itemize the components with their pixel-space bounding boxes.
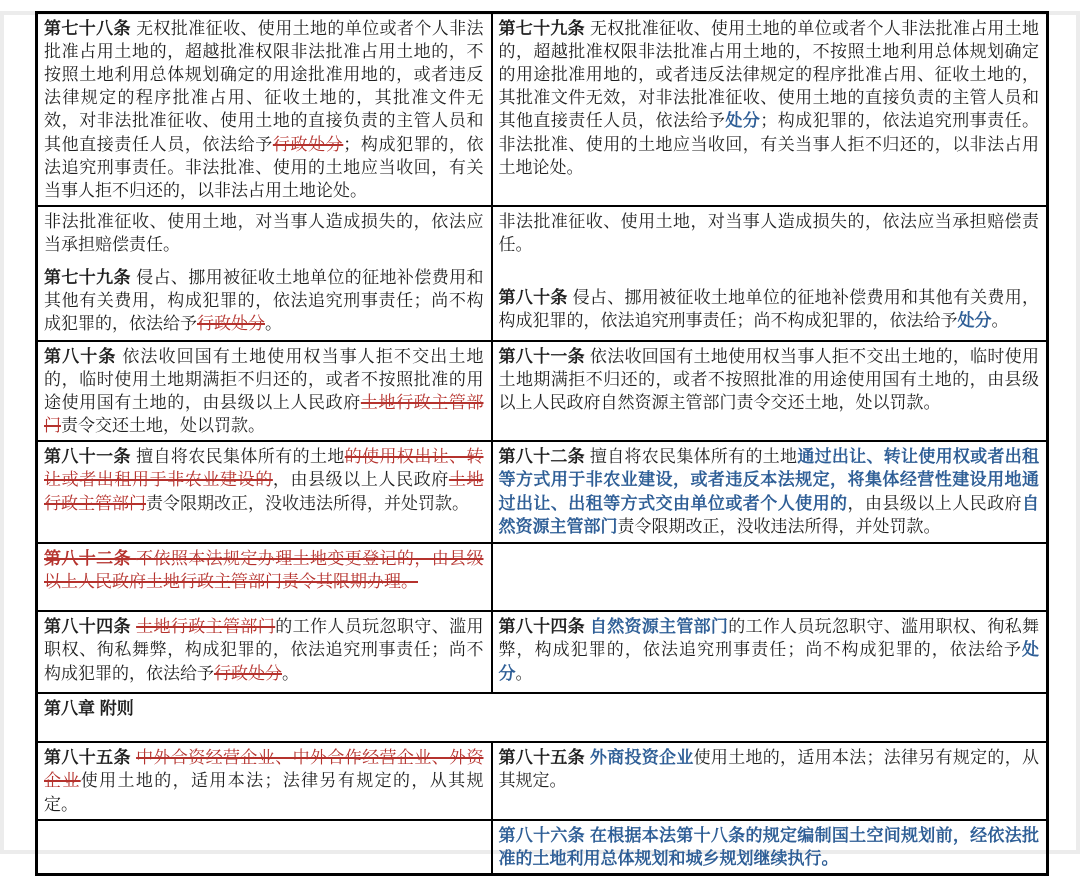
deleted-article-number: 第八十二条 [44, 549, 137, 569]
new-law-cell [492, 441, 1048, 543]
article-number: 第八十条 [498, 288, 573, 308]
old-law-cell [37, 543, 492, 611]
law-text: 使用土地的，适用本法；法律另有规定的，从其规定。 [498, 748, 1039, 791]
law-text: 侵占、挪用被征收土地单位的征地补偿费用和其他有关费用，构成犯罪的，依法追究刑事责任；尚不构成犯罪的，依法给予 [498, 288, 1039, 331]
added-text: 通过出让、转让使用权或者出租等方式用于非农业建设，或者违反本法规定，将集体经营性建设用地通过出让、出租等方式交由单位或者个人使用的 [498, 447, 1040, 513]
deleted-text: 不依照本法规定办理土地变更登记的，由县级以上人民政府土地行政主管部门责令其限期办理。 [44, 549, 484, 592]
chapter-heading: 第八章 附则 [44, 699, 134, 719]
table-row [37, 206, 1048, 341]
law-paragraph [44, 345, 484, 437]
deleted-text: 行政处分 [272, 134, 344, 154]
added-text: 处分 [957, 311, 992, 331]
new-law-cell [492, 742, 1048, 819]
added-text: 处分 [725, 111, 761, 131]
law-paragraph [499, 746, 1040, 792]
new-law-cell [492, 206, 1048, 341]
law-text: 擅自将农民集体所有的土地 [589, 447, 798, 467]
deleted-text: 中外合资经营企业、中外合作经营企业、外资企业 [44, 748, 484, 791]
document-page [0, 11, 1080, 868]
law-text: 无权批准征收、使用土地的单位或者个人非法批准占用土地的，超越批准权限非法批准占用土地的，不按照土地利用总体规划确定的用途批准用地的，或者违反法律规定的程序批准占用、征收土地的，其批准文件无效，对非法批准征收、使用土地的直接负责的主管人员和其他直接责任人员，依法给予 [498, 19, 1039, 131]
law-paragraph [499, 445, 1040, 537]
article-number: 第八十一条 [498, 346, 590, 366]
law-paragraph [499, 286, 1040, 332]
article-number: 第八十五条 [498, 748, 590, 768]
law-paragraph [499, 17, 1040, 179]
table-row [37, 341, 1048, 441]
law-text: ；构成犯罪的，依法追究刑事责任。非法批准、使用的土地应当收回，有关当事人拒不归还的，以非法占用土地论处。 [498, 111, 1040, 177]
deleted-text: 土地行政主管部门 [44, 393, 484, 436]
added-text: 自然资源主管部门 [498, 493, 1039, 536]
article-number: 第七十九条 [44, 268, 137, 288]
law-paragraph [44, 547, 484, 593]
old-law-cell [37, 13, 492, 206]
deleted-text: 土地行政主管部门 [44, 470, 484, 513]
law-paragraph [44, 210, 484, 256]
new-law-cell [492, 13, 1048, 206]
law-text: 。 [991, 311, 1009, 331]
law-paragraph [44, 746, 484, 815]
deleted-text: 土地行政主管部门 [136, 617, 276, 637]
law-paragraph [44, 445, 484, 514]
article-number: 第八十四条 [44, 617, 137, 637]
article-number: 第八十五条 [44, 748, 137, 768]
table-row [37, 543, 1048, 611]
law-text: 非法批准征收、使用土地，对当事人造成损失的，依法应当承担赔偿责任。 [44, 211, 484, 254]
law-paragraph [499, 615, 1040, 684]
deleted-text: 行政处分 [214, 663, 282, 683]
law-paragraph [44, 615, 484, 684]
law-text: ，由县级以上人民政府 [272, 470, 449, 490]
added-text: 处分 [498, 640, 1039, 683]
table-row [37, 820, 1048, 875]
law-paragraph [44, 266, 484, 335]
comparison-table [35, 11, 1049, 876]
article-number: 第八十条 [44, 346, 123, 366]
old-law-cell [37, 206, 492, 341]
law-text: 非法批准征收、使用土地，对当事人造成损失的，依法应当承担赔偿责任。 [498, 211, 1039, 254]
law-text: ；构成犯罪的，依法追究刑事责任。非法批准、使用的土地应当收回，有关当事人拒不归还的，以非法占用土地论处。 [44, 134, 484, 200]
added-text: 第八十六条 在根据本法第十八条的规定编制国土空间规划前，经依法批准的土地利用总体规划和城乡规划继续执行。 [498, 825, 1039, 868]
law-text: 。 [282, 663, 299, 683]
law-paragraph [499, 210, 1040, 256]
paragraph-spacer [499, 266, 1040, 286]
table-row [37, 441, 1048, 543]
added-text: 自然资源主管部门 [589, 617, 729, 637]
law-text: 使用土地的，适用本法；法律另有规定的，从其规定。 [44, 771, 484, 814]
law-text: 依法收回国有土地使用权当事人拒不交出土地的，临时使用土地期满拒不归还的，或者不按照批准的用途使用国有土地的，由县级以上人民政府 [44, 346, 484, 413]
law-paragraph [44, 17, 484, 202]
added-text: 外商投资企业 [589, 748, 694, 768]
law-text: 的工作人员玩忽职守、滥用职权、徇私舞弊，构成犯罪的，依法追究刑事责任；尚不构成犯罪的，依法给予 [498, 617, 1039, 660]
law-text: 。 [265, 314, 282, 334]
law-text: 擅自将农民集体所有的土地 [136, 447, 345, 467]
deleted-text: 的使用权出让、转让或者出租用于非农业建设的 [44, 447, 484, 490]
deleted-text: 行政处分 [197, 314, 265, 334]
new-law-cell [492, 543, 1048, 611]
law-text: 无权批准征收、使用土地的单位或者个人非法批准占用土地的，超越批准权限非法批准占用土地的，不按照土地利用总体规划确定的用途批准用地的，或者违反法律规定的程序批准占用、征收土地的，其批准文件无效，对非法批准征收、使用土地的直接负责的主管人员和其他直接责任人员，依法给予 [44, 19, 484, 154]
law-text: 的工作人员玩忽职守、滥用职权、徇私舞弊，构成犯罪的，依法追究刑事责任；尚不构成犯罪的，依法给予 [44, 617, 484, 683]
law-text: 责令限期改正，没收违法所得，并处罚款。 [617, 516, 941, 536]
law-text: 责令限期改正，没收违法所得，并处罚款。 [146, 493, 469, 513]
chapter-heading-cell [37, 693, 1048, 742]
table-row [37, 693, 1048, 742]
law-paragraph [499, 345, 1040, 414]
article-number: 第七十八条 [44, 19, 137, 38]
table-row [37, 611, 1048, 693]
law-text: 责令交还土地，处以罚款。 [61, 416, 265, 436]
article-number: 第八十二条 [498, 447, 590, 467]
law-text: 侵占、挪用被征收土地单位的征地补偿费用和其他有关费用，构成犯罪的，依法追究刑事责任；尚不构成犯罪的，依法给予 [44, 268, 484, 334]
law-text: 。 [515, 663, 533, 683]
article-number: 第七十九条 [498, 19, 590, 38]
old-law-cell [37, 341, 492, 441]
new-law-cell [492, 820, 1048, 875]
table-row [37, 742, 1048, 819]
new-law-cell [492, 341, 1048, 441]
old-law-cell [37, 441, 492, 543]
law-text: 依法收回国有土地使用权当事人拒不交出土地的，临时使用土地期满拒不归还的，或者不按照批准的用途使用国有土地的，由县级以上人民政府自然资源主管部门责令交还土地，处以罚款。 [498, 346, 1039, 413]
article-number: 第八十一条 [44, 447, 137, 467]
new-law-cell [492, 611, 1048, 693]
old-law-cell [37, 742, 492, 819]
law-paragraph [499, 824, 1040, 870]
law-text: ，由县级以上人民政府 [847, 493, 1022, 513]
old-law-cell [37, 611, 492, 693]
old-law-cell [37, 820, 492, 875]
comparison-table-body [37, 13, 1048, 875]
article-number: 第八十四条 [498, 617, 590, 637]
table-row [37, 13, 1048, 206]
